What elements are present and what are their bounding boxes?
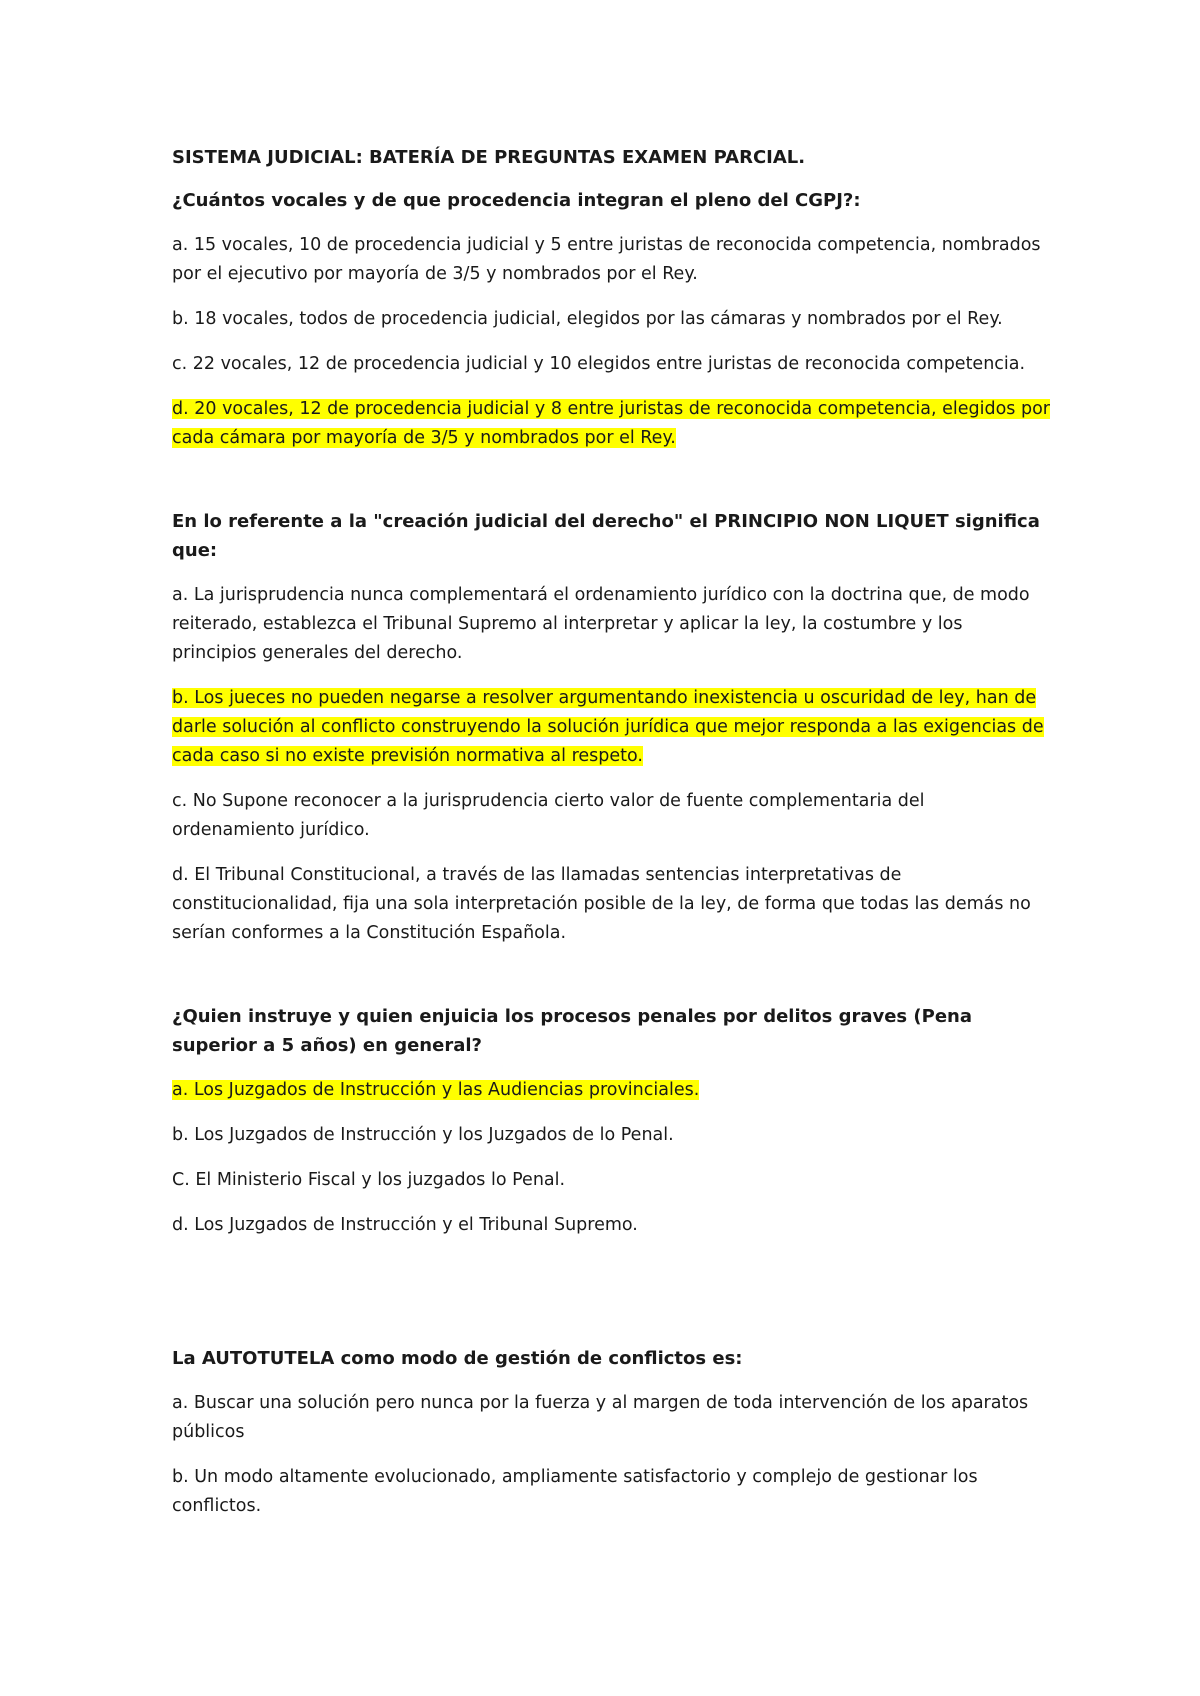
spacer bbox=[172, 469, 1052, 507]
option-text: a. 15 vocales, 10 de procedencia judicial y 5 entre juristas de reconocida competencia, nombrados por el ejecutivo por mayoría de 3/5 y nombrados por el Rey. bbox=[172, 235, 1041, 284]
highlighted-answer: d. 20 vocales, 12 de procedencia judicial y 8 entre juristas de reconocida competencia, elegidos por cada cámara por mayoría de 3/5 y nombrados por el Rey. bbox=[172, 399, 1050, 448]
option-b bbox=[172, 1121, 1052, 1150]
option-a bbox=[172, 231, 1052, 289]
document-title: SISTEMA JUDICIAL: BATERÍA DE PREGUNTAS EXAMEN PARCIAL. bbox=[172, 147, 806, 168]
option-d bbox=[172, 861, 1052, 948]
option-text: b. 18 vocales, todos de procedencia judicial, elegidos por las cámaras y nombrados por el Rey. bbox=[172, 309, 1003, 329]
option-c bbox=[172, 350, 1052, 379]
document-body bbox=[172, 143, 1052, 1537]
highlighted-answer: a. Los Juzgados de Instrucción y las Audiencias provinciales. bbox=[172, 1080, 700, 1100]
option-a-correct bbox=[172, 1076, 1052, 1105]
option-text: C. El Ministerio Fiscal y los juzgados lo Penal. bbox=[172, 1170, 566, 1190]
option-d-correct bbox=[172, 395, 1052, 453]
question-text: En lo referente a la "creación judicial del derecho" el PRINCIPIO NON LIQUET significa que: bbox=[172, 511, 1040, 561]
question-text: ¿Cuántos vocales y de que procedencia integran el pleno del CGPJ?: bbox=[172, 190, 861, 211]
spacer bbox=[172, 1256, 1052, 1344]
option-d bbox=[172, 1211, 1052, 1240]
option-text: c. No Supone reconocer a la jurisprudencia cierto valor de fuente complementaria del ordenamiento jurídico. bbox=[172, 791, 925, 840]
highlighted-answer: b. Los jueces no pueden negarse a resolver argumentando inexistencia u oscuridad de ley, han de darle solución al conflicto construyendo la solución jurídica que mejor responda a las exigencias de cada caso si no existe previsión normativa al respeto. bbox=[172, 688, 1044, 766]
question-block-1 bbox=[172, 186, 1052, 453]
option-text: b. Un modo altamente evolucionado, ampliamente satisfactorio y complejo de gestionar los conflictos. bbox=[172, 1467, 978, 1516]
option-text: d. Los Juzgados de Instrucción y el Tribunal Supremo. bbox=[172, 1215, 638, 1235]
option-text: d. El Tribunal Constitucional, a través de las llamadas sentencias interpretativas de constitucionalidad, fija una sola interpretación posible de la ley, de forma que todas las demás no serían conformes a la Constitución Española. bbox=[172, 865, 1031, 943]
spacer bbox=[172, 964, 1052, 1002]
option-text: b. Los Juzgados de Instrucción y los Juzgados de lo Penal. bbox=[172, 1125, 674, 1145]
option-c bbox=[172, 1166, 1052, 1195]
option-text: c. 22 vocales, 12 de procedencia judicial y 10 elegidos entre juristas de reconocida competencia. bbox=[172, 354, 1026, 374]
option-text: a. La jurisprudencia nunca complementará el ordenamiento jurídico con la doctrina que, de modo reiterado, establezca el Tribunal Supremo al interpretar y aplicar la ley, la costumbre y los principios generales del derecho. bbox=[172, 585, 1030, 663]
option-a bbox=[172, 1389, 1052, 1447]
option-c bbox=[172, 787, 1052, 845]
question-block-4 bbox=[172, 1344, 1052, 1521]
question-text: La AUTOTUTELA como modo de gestión de conflictos es: bbox=[172, 1348, 743, 1369]
option-text: a. Buscar una solución pero nunca por la fuerza y al margen de toda intervención de los aparatos públicos bbox=[172, 1393, 1029, 1442]
option-a bbox=[172, 581, 1052, 668]
question-text: ¿Quien instruye y quien enjuicia los procesos penales por delitos graves (Pena superior a 5 años) en general? bbox=[172, 1006, 972, 1056]
question-block-3 bbox=[172, 1002, 1052, 1240]
option-b bbox=[172, 1463, 1052, 1521]
option-b-correct bbox=[172, 684, 1052, 771]
option-b bbox=[172, 305, 1052, 334]
question-block-2 bbox=[172, 507, 1052, 948]
